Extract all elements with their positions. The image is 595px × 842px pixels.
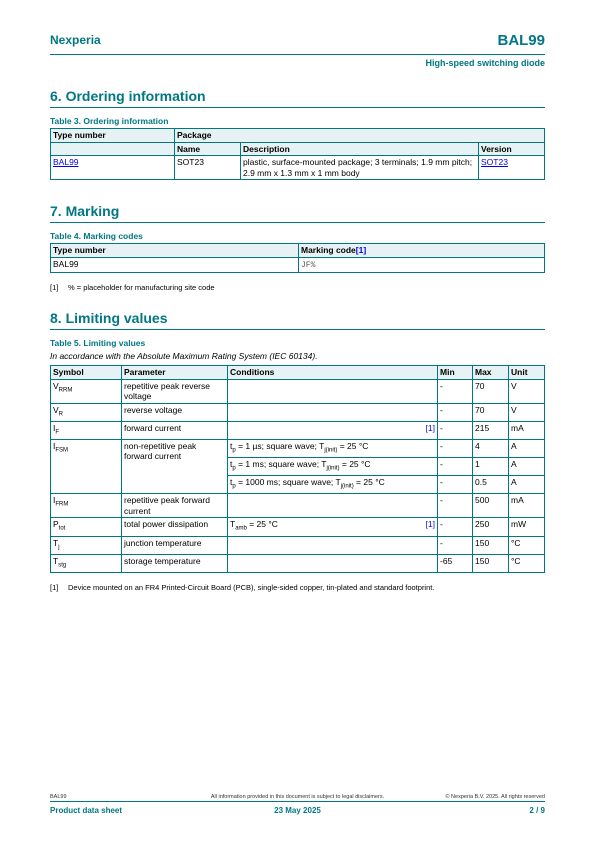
footer-date: 23 May 2025	[274, 806, 321, 815]
symbol: $I_{FRM}$	[51, 494, 122, 518]
brand-name: Nexperia	[50, 33, 101, 47]
conditions: $t_p = 1000$ ms; square wave; $T_{j(init)} = 25$ °C	[228, 476, 438, 494]
symbol: $V_{RRM}$	[51, 379, 122, 403]
parameter: repetitive peak forward current	[122, 494, 228, 518]
limiting-values-table	[50, 365, 545, 573]
max: 1	[473, 458, 509, 476]
unit: A	[509, 439, 545, 457]
marking-code: JF%	[301, 260, 316, 270]
unit: A	[509, 458, 545, 476]
table-title: Table 5. Limiting values	[50, 338, 146, 348]
package-description: plastic, surface-mounted package; 3 terminals; 1.9 mm pitch; 2.9 mm x 1.3 mm x 1 mm body	[241, 156, 479, 180]
unit: °C	[509, 536, 545, 554]
symbol: $V_R$	[51, 403, 122, 421]
min: -	[438, 379, 473, 403]
unit: mA	[509, 494, 545, 518]
footer-rule	[50, 801, 545, 802]
table-row	[51, 156, 545, 180]
type-number: BAL99	[51, 257, 299, 273]
footnote-text: % = placeholder for manufacturing site code	[68, 283, 215, 292]
symbol: $T_j$	[51, 536, 122, 554]
max: 250	[473, 518, 509, 536]
marking-code-label: Marking code	[301, 245, 356, 255]
part-number: BAL99	[497, 32, 545, 49]
min: -	[438, 458, 473, 476]
package-name: SOT23	[175, 156, 241, 180]
conditions	[228, 403, 438, 421]
min: -	[438, 536, 473, 554]
table-row	[51, 554, 545, 572]
footnote-ref-link[interactable]: [1]	[425, 422, 435, 433]
section-limiting-values	[50, 310, 545, 592]
min: -	[438, 439, 473, 457]
table-row	[51, 257, 545, 273]
unit: A	[509, 476, 545, 494]
header-name: Name	[175, 142, 241, 156]
footnote	[50, 283, 545, 292]
conditions	[228, 379, 438, 403]
min: -	[438, 494, 473, 518]
table-row	[51, 403, 545, 421]
header-package: Package	[175, 129, 545, 143]
header-description: Description	[241, 142, 479, 156]
table-row	[51, 439, 545, 457]
header-max: Max	[473, 366, 509, 380]
max: 500	[473, 494, 509, 518]
unit: V	[509, 379, 545, 403]
header-type-number: Type number	[51, 129, 175, 143]
footer-disclaimer: All information provided in this document is subject to legal disclaimers.	[210, 794, 385, 800]
symbol: $I_{FSM}$	[51, 439, 122, 494]
header-version: Version	[479, 142, 545, 156]
parameter: reverse voltage	[122, 403, 228, 421]
symbol: $T_{stg}$	[51, 554, 122, 572]
max: 150	[473, 554, 509, 572]
max: 4	[473, 439, 509, 457]
footnote-ref-link[interactable]: [1]	[355, 245, 367, 255]
type-number-link[interactable]: BAL99	[53, 157, 79, 167]
unit: °C	[509, 554, 545, 572]
unit: mW	[509, 518, 545, 536]
table-subtitle: In accordance with the Absolute Maximum Rating System (IEC 60134).	[50, 351, 318, 361]
max: 70	[473, 379, 509, 403]
min: -	[438, 476, 473, 494]
footnote-number: [1]	[50, 583, 59, 592]
header-type-number: Type number	[51, 244, 299, 258]
footnote-number: [1]	[50, 283, 59, 292]
min: -	[438, 403, 473, 421]
footnote	[50, 583, 545, 592]
conditions	[228, 554, 438, 572]
footer-page-number: 2 / 9	[529, 806, 545, 815]
marking-table	[50, 243, 545, 273]
max: 70	[473, 403, 509, 421]
parameter: storage temperature	[122, 554, 228, 572]
footnote-text: Device mounted on an FR4 Printed-Circuit Board (PCB), single-sided copper, tin-plated and standard footprint.	[68, 583, 435, 592]
package-version-link[interactable]: SOT23	[481, 157, 508, 167]
max: 0.5	[473, 476, 509, 494]
footer-document-type: Product data sheet	[50, 806, 123, 815]
section-title: 8. Limiting values	[50, 310, 545, 330]
footnote-ref-link[interactable]: [1]	[425, 519, 435, 530]
parameter: repetitive peak reverse voltage	[122, 379, 228, 403]
section-marking	[50, 203, 545, 292]
header-unit: Unit	[509, 366, 545, 380]
max: 150	[473, 536, 509, 554]
conditions	[228, 494, 438, 518]
unit: V	[509, 403, 545, 421]
footer-part-number: BAL99	[50, 794, 67, 800]
parameter: non-repetitive peak forward current	[122, 439, 228, 494]
symbol: $P_{tot}$	[51, 518, 122, 536]
conditions	[228, 536, 438, 554]
min: -	[438, 518, 473, 536]
table-title: Table 4. Marking codes	[50, 231, 143, 241]
header-parameter: Parameter	[122, 366, 228, 380]
footer-copyright: © Nexperia B.V. 2025. All rights reserved	[445, 794, 545, 800]
parameter: junction temperature	[122, 536, 228, 554]
ordering-table	[50, 128, 545, 180]
header-symbol: Symbol	[51, 366, 122, 380]
symbol: $I_F$	[51, 421, 122, 439]
min: -65	[438, 554, 473, 572]
section-title: 7. Marking	[50, 203, 545, 223]
conditions: $t_p = 1$ ms; square wave; $T_{j(init)} = 25$ °C	[228, 458, 438, 476]
header-empty	[51, 142, 175, 156]
table-row	[51, 536, 545, 554]
conditions: $T_{amb} = 25$ °C [1]	[228, 518, 438, 536]
parameter: total power dissipation	[122, 518, 228, 536]
max: 215	[473, 421, 509, 439]
conditions: $t_p = 1$ µs; square wave; $T_{j(init)} = 25$ °C	[228, 439, 438, 457]
header-min: Min	[438, 366, 473, 380]
parameter: forward current	[122, 421, 228, 439]
table-row	[51, 421, 545, 439]
table-row	[51, 494, 545, 518]
header-marking-code	[299, 244, 545, 258]
unit: mA	[509, 421, 545, 439]
table-row	[51, 379, 545, 403]
document-subtitle: High-speed switching diode	[425, 58, 545, 68]
section-title: 6. Ordering information	[50, 88, 545, 108]
header-rule	[50, 54, 545, 55]
conditions	[228, 421, 438, 439]
table-title: Table 3. Ordering information	[50, 116, 169, 126]
table-row	[51, 518, 545, 536]
min: -	[438, 421, 473, 439]
section-ordering-information	[50, 88, 545, 180]
header-conditions: Conditions	[228, 366, 438, 380]
